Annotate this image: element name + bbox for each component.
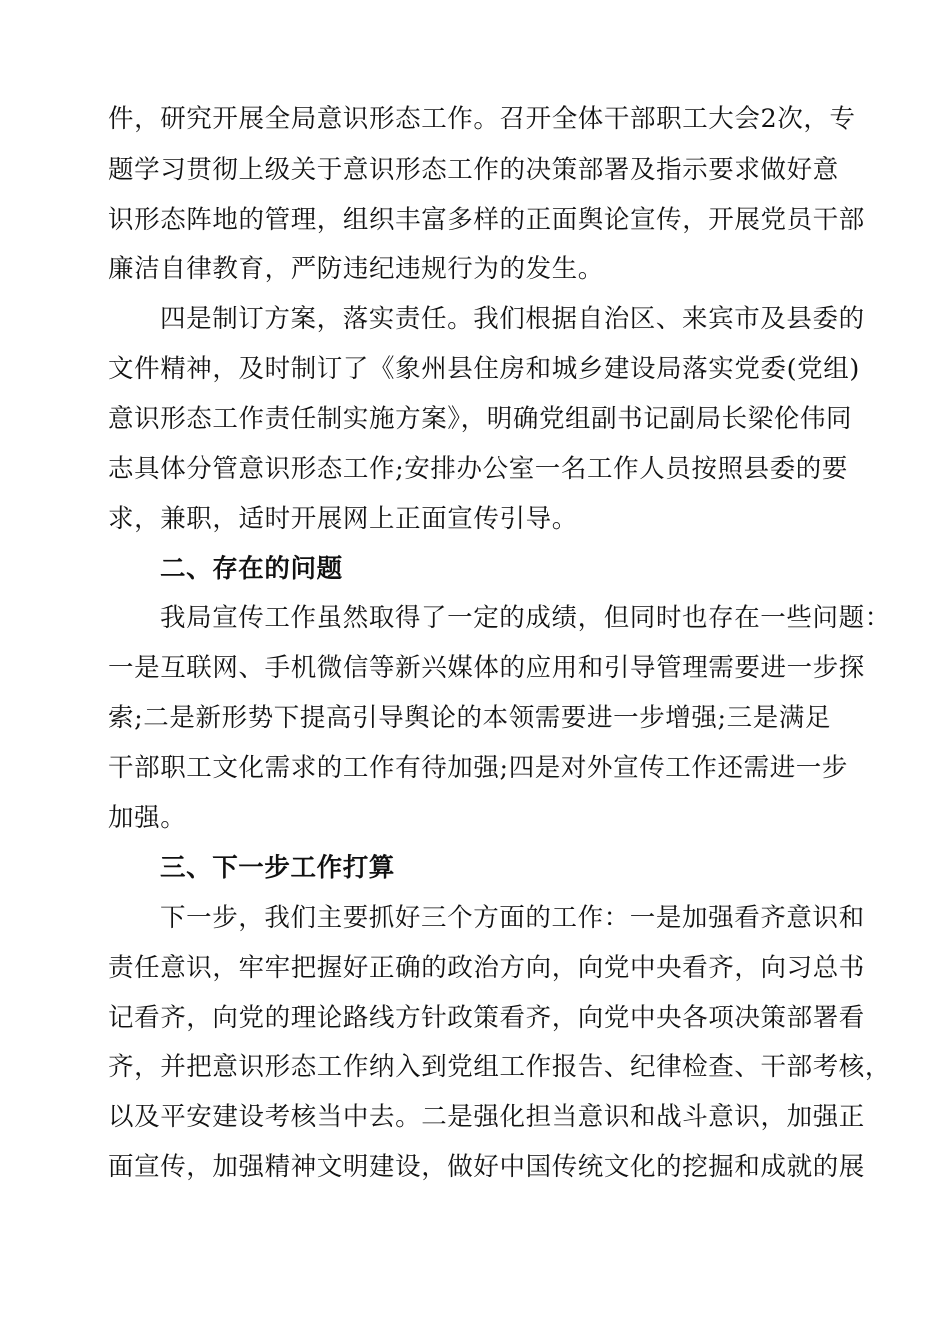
paragraph-line: 志具体分管意识形态工作;安排办公室一名工作人员按照县委的要 — [108, 454, 848, 484]
paragraph-line: 我局宣传工作虽然取得了一定的成绩，但同时也存在一些问题： — [160, 603, 891, 633]
paragraph-line: 题学习贯彻上级关于意识形态工作的决策部署及指示要求做好意 — [108, 155, 839, 185]
paragraph-line: 一是互联网、手机微信等新兴媒体的应用和引导管理需要进一步探 — [108, 653, 865, 683]
paragraph-line: 件，研究开展全局意识形态工作。召开全体干部职工大会2次，专 — [108, 104, 856, 134]
section-heading: 二、存在的问题 — [160, 554, 343, 584]
paragraph-line: 以及平安建设考核当中去。二是强化担当意识和战斗意识，加强正 — [108, 1102, 865, 1132]
paragraph-line: 求，兼职，适时开展网上正面宣传引导。 — [108, 504, 578, 534]
paragraph-line: 廉洁自律教育，严防违纪违规行为的发生。 — [108, 254, 604, 284]
paragraph-line: 四是制订方案，落实责任。我们根据自治区、来宾市及县委的 — [160, 304, 865, 334]
paragraph-line: 加强。 — [108, 803, 187, 833]
paragraph-line: 面宣传，加强精神文明建设，做好中国传统文化的挖掘和成就的展 — [108, 1152, 865, 1182]
section-heading: 三、下一步工作打算 — [160, 853, 395, 883]
paragraph-line: 文件精神，及时制订了《象州县住房和城乡建设局落实党委(党组) — [108, 354, 860, 384]
paragraph-line: 记看齐，向党的理论路线方针政策看齐，向党中央各项决策部署看 — [108, 1003, 865, 1033]
paragraph-line: 干部职工文化需求的工作有待加强;四是对外宣传工作还需进一步 — [108, 753, 848, 783]
paragraph-line: 责任意识，牢牢把握好正确的政治方向，向党中央看齐，向习总书 — [108, 953, 865, 983]
paragraph-line: 齐，并把意识形态工作纳入到党组工作报告、纪律检查、干部考核， — [108, 1052, 892, 1082]
paragraph-line: 意识形态工作责任制实施方案》，明确党组副书记副局长梁伦伟同 — [108, 404, 853, 434]
paragraph-line: 识形态阵地的管理，组织丰富多样的正面舆论宣传，开展党员干部 — [108, 205, 865, 235]
paragraph-line: 下一步，我们主要抓好三个方面的工作：一是加强看齐意识和 — [160, 903, 865, 933]
paragraph-line: 索;二是新形势下提高引导舆论的本领需要进一步增强;三是满足 — [108, 703, 832, 733]
